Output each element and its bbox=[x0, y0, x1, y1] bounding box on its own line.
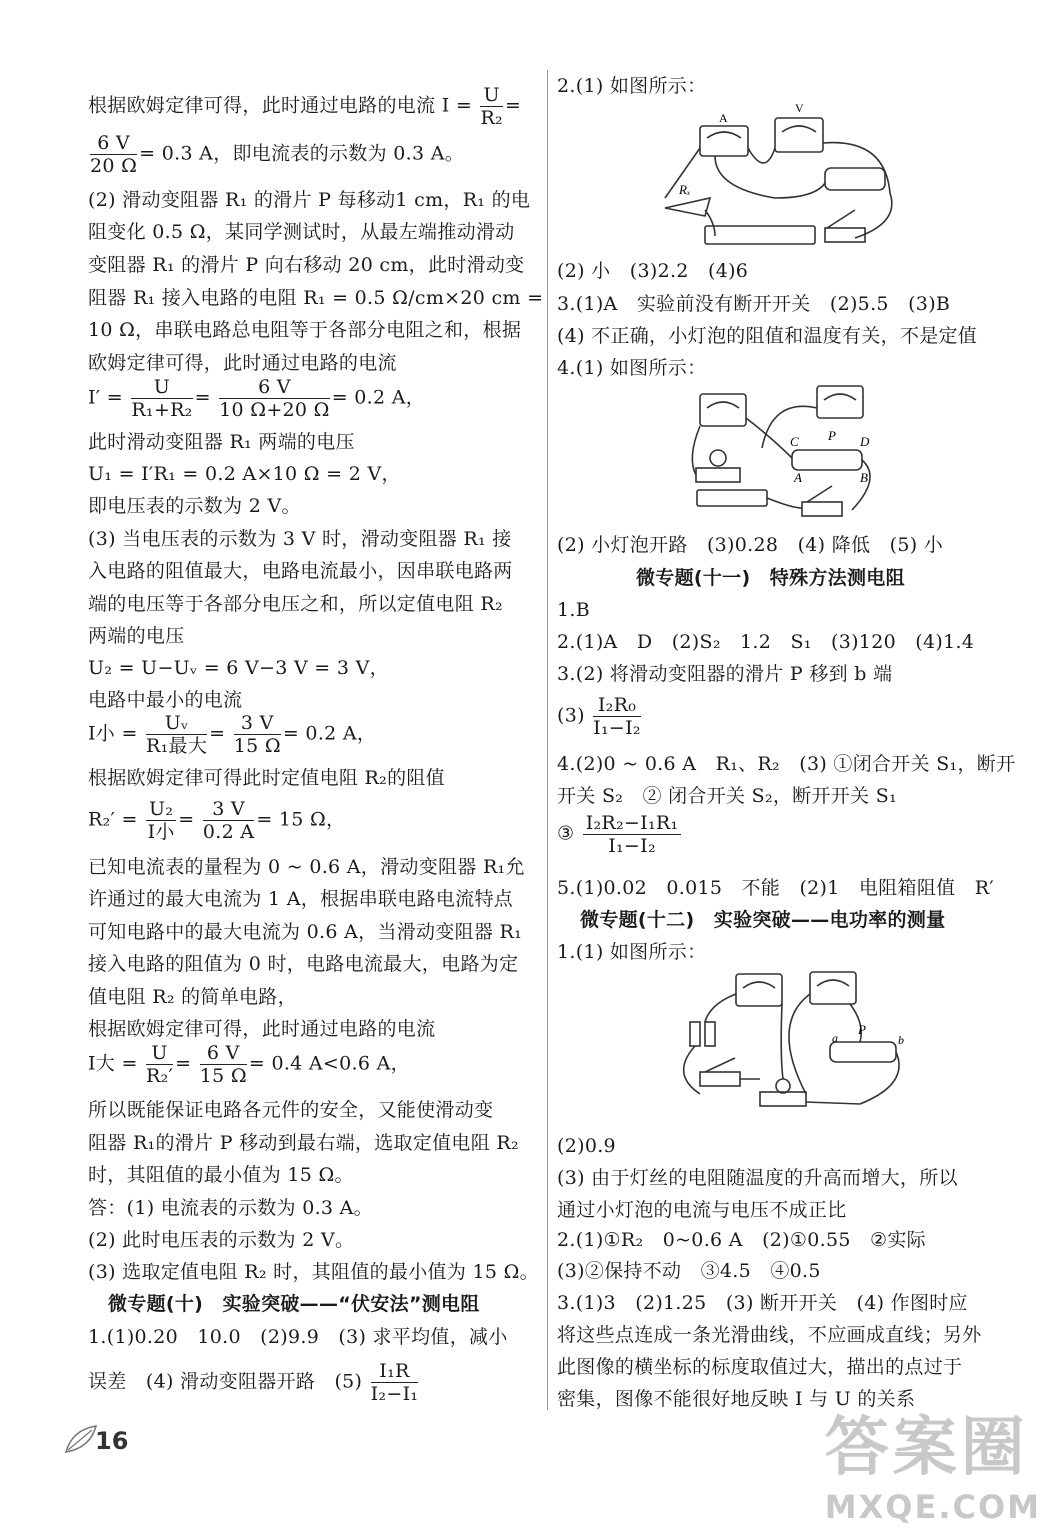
terminal-d-label: D bbox=[860, 434, 870, 449]
slider-p-label: P bbox=[828, 428, 836, 443]
fraction: $\frac{U}{\text{R₁+R₂}}$ bbox=[131, 376, 193, 421]
text-line: 阻器 R₁的滑片 P 移动到最右端，选取定值电阻 R₂ bbox=[88, 1132, 519, 1154]
text-line: I大 = $\frac{U}{\text{R₂′}}$ = $\frac{6 V}{15 \Omega}$ = 0.4 A<0.6 A， bbox=[88, 1042, 410, 1087]
text-line: 此图像的横坐标的标度取值过大，描出的点过于 bbox=[557, 1356, 963, 1378]
text-line: 1.(1) 如图所示： bbox=[557, 941, 707, 963]
text-line: 即电压表的示数为 2 V。 bbox=[88, 495, 301, 517]
circuit-figure-3 bbox=[660, 964, 920, 1114]
text-line: (3) 当电压表的示数为 3 V 时，滑动变阻器 R₁ 接 bbox=[88, 528, 512, 550]
text-line: 2.(1) 如图所示： bbox=[557, 75, 707, 97]
text-line: 此时滑动变阻器 R₁ 两端的电压 bbox=[88, 431, 355, 453]
text-line: 4.(2)0 ~ 0.6 A R₁、R₂ (3) ①闭合开关 S₁，断开 bbox=[557, 753, 1016, 775]
terminal-a-label: a bbox=[832, 1031, 838, 1045]
text-line: (3) 选取定值电阻 R₂ 时，其阻值的最小值为 15 Ω。 bbox=[88, 1261, 539, 1283]
section-heading: 微专题(十二) 实验突破——电功率的测量 bbox=[580, 909, 946, 931]
slider-p-label: P bbox=[858, 1022, 866, 1037]
text-line: 3.(2) 将滑动变阻器的滑片 P 移到 b 端 bbox=[557, 663, 893, 685]
fraction: $\frac{\text{I₂R₀}}{\text{I₁−I₂}}$ bbox=[593, 694, 641, 739]
resistor-label: Rₓ bbox=[679, 182, 691, 197]
text-line: (2) 此时电压表的示数为 2 V。 bbox=[88, 1229, 355, 1251]
text-line: 许通过的最大电流为 1 A，根据串联电路电流特点 bbox=[88, 888, 514, 910]
fraction: $\frac{\text{I₂R₂−I₁R₁}}{\text{I₁−I₂}}$ bbox=[583, 812, 682, 857]
fraction: $\frac{\text{I₁R}}{\text{I₂−I₁}}$ bbox=[370, 1360, 419, 1405]
text-line: 阻变化 0.5 Ω，某同学测试时，从最左端推动滑动 bbox=[88, 221, 515, 243]
text-line: 已知电流表的量程为 0 ~ 0.6 A，滑动变阻器 R₁允 bbox=[88, 856, 525, 878]
fraction: $\frac{3 V}{0.2 A}$ bbox=[202, 798, 255, 843]
text-line: I′ = $\frac{U}{\text{R₁+R₂}}$ = $\frac{6 V}{10 \Omega+20 \Omega}$ = 0.2 A， bbox=[88, 376, 426, 421]
text-line: 1.(1)0.20 10.0 (2)9.9 (3) 求平均值，减小 bbox=[88, 1326, 508, 1348]
terminal-b-label: b bbox=[898, 1033, 904, 1047]
page-number: 16 bbox=[95, 1427, 129, 1455]
text-line: I小 = $\frac{\text{Uᵥ}}{\text{R₁最大}}$ = $\frac{3 V}{15 \Omega}$ = 0.2 A， bbox=[88, 712, 377, 757]
fraction: $\frac{6 V}{20 \Omega}$ bbox=[90, 132, 138, 177]
terminal-b-label: B bbox=[860, 470, 868, 485]
text-line: 4.(1) 如图所示： bbox=[557, 357, 707, 379]
text-line: 根据欧姆定律可得，此时通过电路的电流 bbox=[88, 1018, 436, 1040]
text-line: 3.(1)A 实验前没有断开开关 (2)5.5 (3)B bbox=[557, 293, 951, 315]
text-line: 两端的电压 bbox=[88, 625, 185, 647]
text-line: 时，其阻值的最小值为 15 Ω。 bbox=[88, 1164, 354, 1186]
text-line: 接入电路的阻值为 0 时，电路电流最大，电路为定 bbox=[88, 953, 519, 975]
circuit-figure-2 bbox=[682, 378, 882, 520]
text-line: 答：(1) 电流表的示数为 0.3 A。 bbox=[88, 1197, 373, 1219]
ammeter-label: A bbox=[719, 111, 728, 125]
section-heading: 微专题(十) 实验突破——“伏安法”测电阻 bbox=[108, 1293, 480, 1315]
text-line: 2.(1)A D (2)S₂ 1.2 S₁ (3)120 (4)1.4 bbox=[557, 631, 975, 653]
text-line: (4) 不正确，小灯泡的阻值和温度有关，不是定值 bbox=[557, 325, 978, 347]
text-line: (2) 滑动变阻器 R₁ 的滑片 P 每移动1 cm，R₁ 的电 bbox=[88, 189, 531, 211]
text-line: (3) 由于灯丝的电阻随温度的升高而增大，所以 bbox=[557, 1167, 958, 1189]
fraction: $\frac{\text{Uᵥ}}{\text{R₁最大}}$ bbox=[146, 712, 208, 757]
fraction: $\frac{6 V}{10 \Omega+20 \Omega}$ bbox=[219, 376, 330, 421]
text-line: 电路中最小的电流 bbox=[88, 689, 243, 711]
fraction: $\frac{6 V}{15 \Omega}$ bbox=[199, 1042, 247, 1087]
text-line: 端的电压等于各部分电压之和，所以定值电阻 R₂ bbox=[88, 593, 503, 615]
voltmeter-label: V bbox=[795, 101, 804, 115]
text-line: 5.(1)0.02 0.015 不能 (2)1 电阻箱阻值 R′ bbox=[557, 877, 994, 899]
text-line: $\frac{6 V}{20 \Omega}$ = 0.3 A，即电流表的示数为 0.3 A。 bbox=[90, 132, 465, 177]
fraction: $\frac{\text{U₂}}{\text{I小}}$ bbox=[147, 798, 175, 843]
fraction: $\frac{3 V}{15 \Omega}$ bbox=[233, 712, 281, 757]
text-line: 通过小灯泡的电流与电压不成正比 bbox=[557, 1199, 847, 1221]
text-line: 阻器 R₁ 接入电路的电阻 R₁ = 0.5 Ω/cm×20 cm = bbox=[88, 287, 544, 309]
text-line: (2)0.9 bbox=[557, 1135, 616, 1157]
text-line: 10 Ω，串联电路总电阻等于各部分电阻之和，根据 bbox=[88, 319, 522, 341]
text-line: 开关 S₂ ② 闭合开关 S₂，断开开关 S₁ bbox=[557, 785, 897, 807]
text-line: (2) 小灯泡开路 (3)0.28 (4) 降低 (5) 小 bbox=[557, 534, 944, 556]
text-line: (2) 小 (3)2.2 (4)6 bbox=[557, 260, 749, 282]
text-line: 密集，图像不能很好地反映 I 与 U 的关系 bbox=[557, 1388, 916, 1410]
text-line: 1.B bbox=[557, 599, 590, 621]
text-line: 值电阻 R₂ 的简单电路， bbox=[88, 986, 297, 1008]
text-line: 入电路的阻值最大，电路电流最小，因串联电路两 bbox=[88, 560, 513, 582]
watermark-logo-text: 答案圈 bbox=[824, 1411, 1029, 1485]
column-divider bbox=[547, 70, 548, 1410]
text-line: 变阻器 R₁ 的滑片 P 向右移动 20 cm，此时滑动变 bbox=[88, 254, 525, 276]
text-line: 误差 (4) 滑动变阻器开路 (5) $\frac{\text{I₁R}}{\text{I₂−I₁}}$ bbox=[88, 1360, 419, 1405]
watermark-url: MXQE.COM bbox=[824, 1488, 1041, 1526]
text-line: U₁ = I′R₁ = 0.2 A×10 Ω = 2 V， bbox=[88, 463, 401, 485]
text-line: (3) $\frac{\text{I₂R₀}}{\text{I₁−I₂}}$ bbox=[557, 694, 641, 739]
text-line: 可知电路中的最大电流为 0.6 A，当滑动变阻器 R₁ bbox=[88, 921, 523, 943]
section-heading: 微专题(十一) 特殊方法测电阻 bbox=[636, 567, 905, 589]
text-line: 所以既能保证电路各元件的安全，又能使滑动变 bbox=[88, 1099, 494, 1121]
terminal-c-label: C bbox=[790, 434, 799, 449]
circuit-figure-1 bbox=[655, 98, 915, 248]
text-line: 2.(1)①R₂ 0~0.6 A (2)①0.55 ②实际 bbox=[557, 1229, 926, 1251]
text-line: 3.(1)3 (2)1.25 (3) 断开开关 (4) 作图时应 bbox=[557, 1292, 968, 1314]
text-line: R₂′ = $\frac{\text{U₂}}{\text{I小}}$ = $\frac{3 V}{0.2 A}$ = 15 Ω， bbox=[88, 798, 346, 843]
text-line: 根据欧姆定律可得此时定值电阻 R₂的阻值 bbox=[88, 767, 445, 789]
fraction: $\frac{U}{\text{R₂}}$ bbox=[480, 84, 503, 129]
text-line: U₂ = U−Uᵥ = 6 V−3 V = 3 V， bbox=[88, 657, 389, 679]
text-line: 欧姆定律可得，此时通过电路的电流 bbox=[88, 352, 397, 374]
text-line: ③ $\frac{\text{I₂R₂−I₁R₁}}{\text{I₁−I₂}}$ bbox=[557, 812, 683, 857]
terminal-a-label: A bbox=[794, 470, 802, 485]
fraction: $\frac{U}{\text{R₂′}}$ bbox=[146, 1042, 174, 1087]
text-line: 根据欧姆定律可得，此时通过电路的电流 I = $\frac{U}{\text{R₂}}$ = bbox=[88, 84, 522, 129]
text-line: (3)②保持不动 ③4.5 ④0.5 bbox=[557, 1260, 821, 1282]
watermark bbox=[825, 1396, 1041, 1526]
text-line: 将这些点连成一条光滑曲线，不应画成直线；另外 bbox=[557, 1324, 982, 1346]
